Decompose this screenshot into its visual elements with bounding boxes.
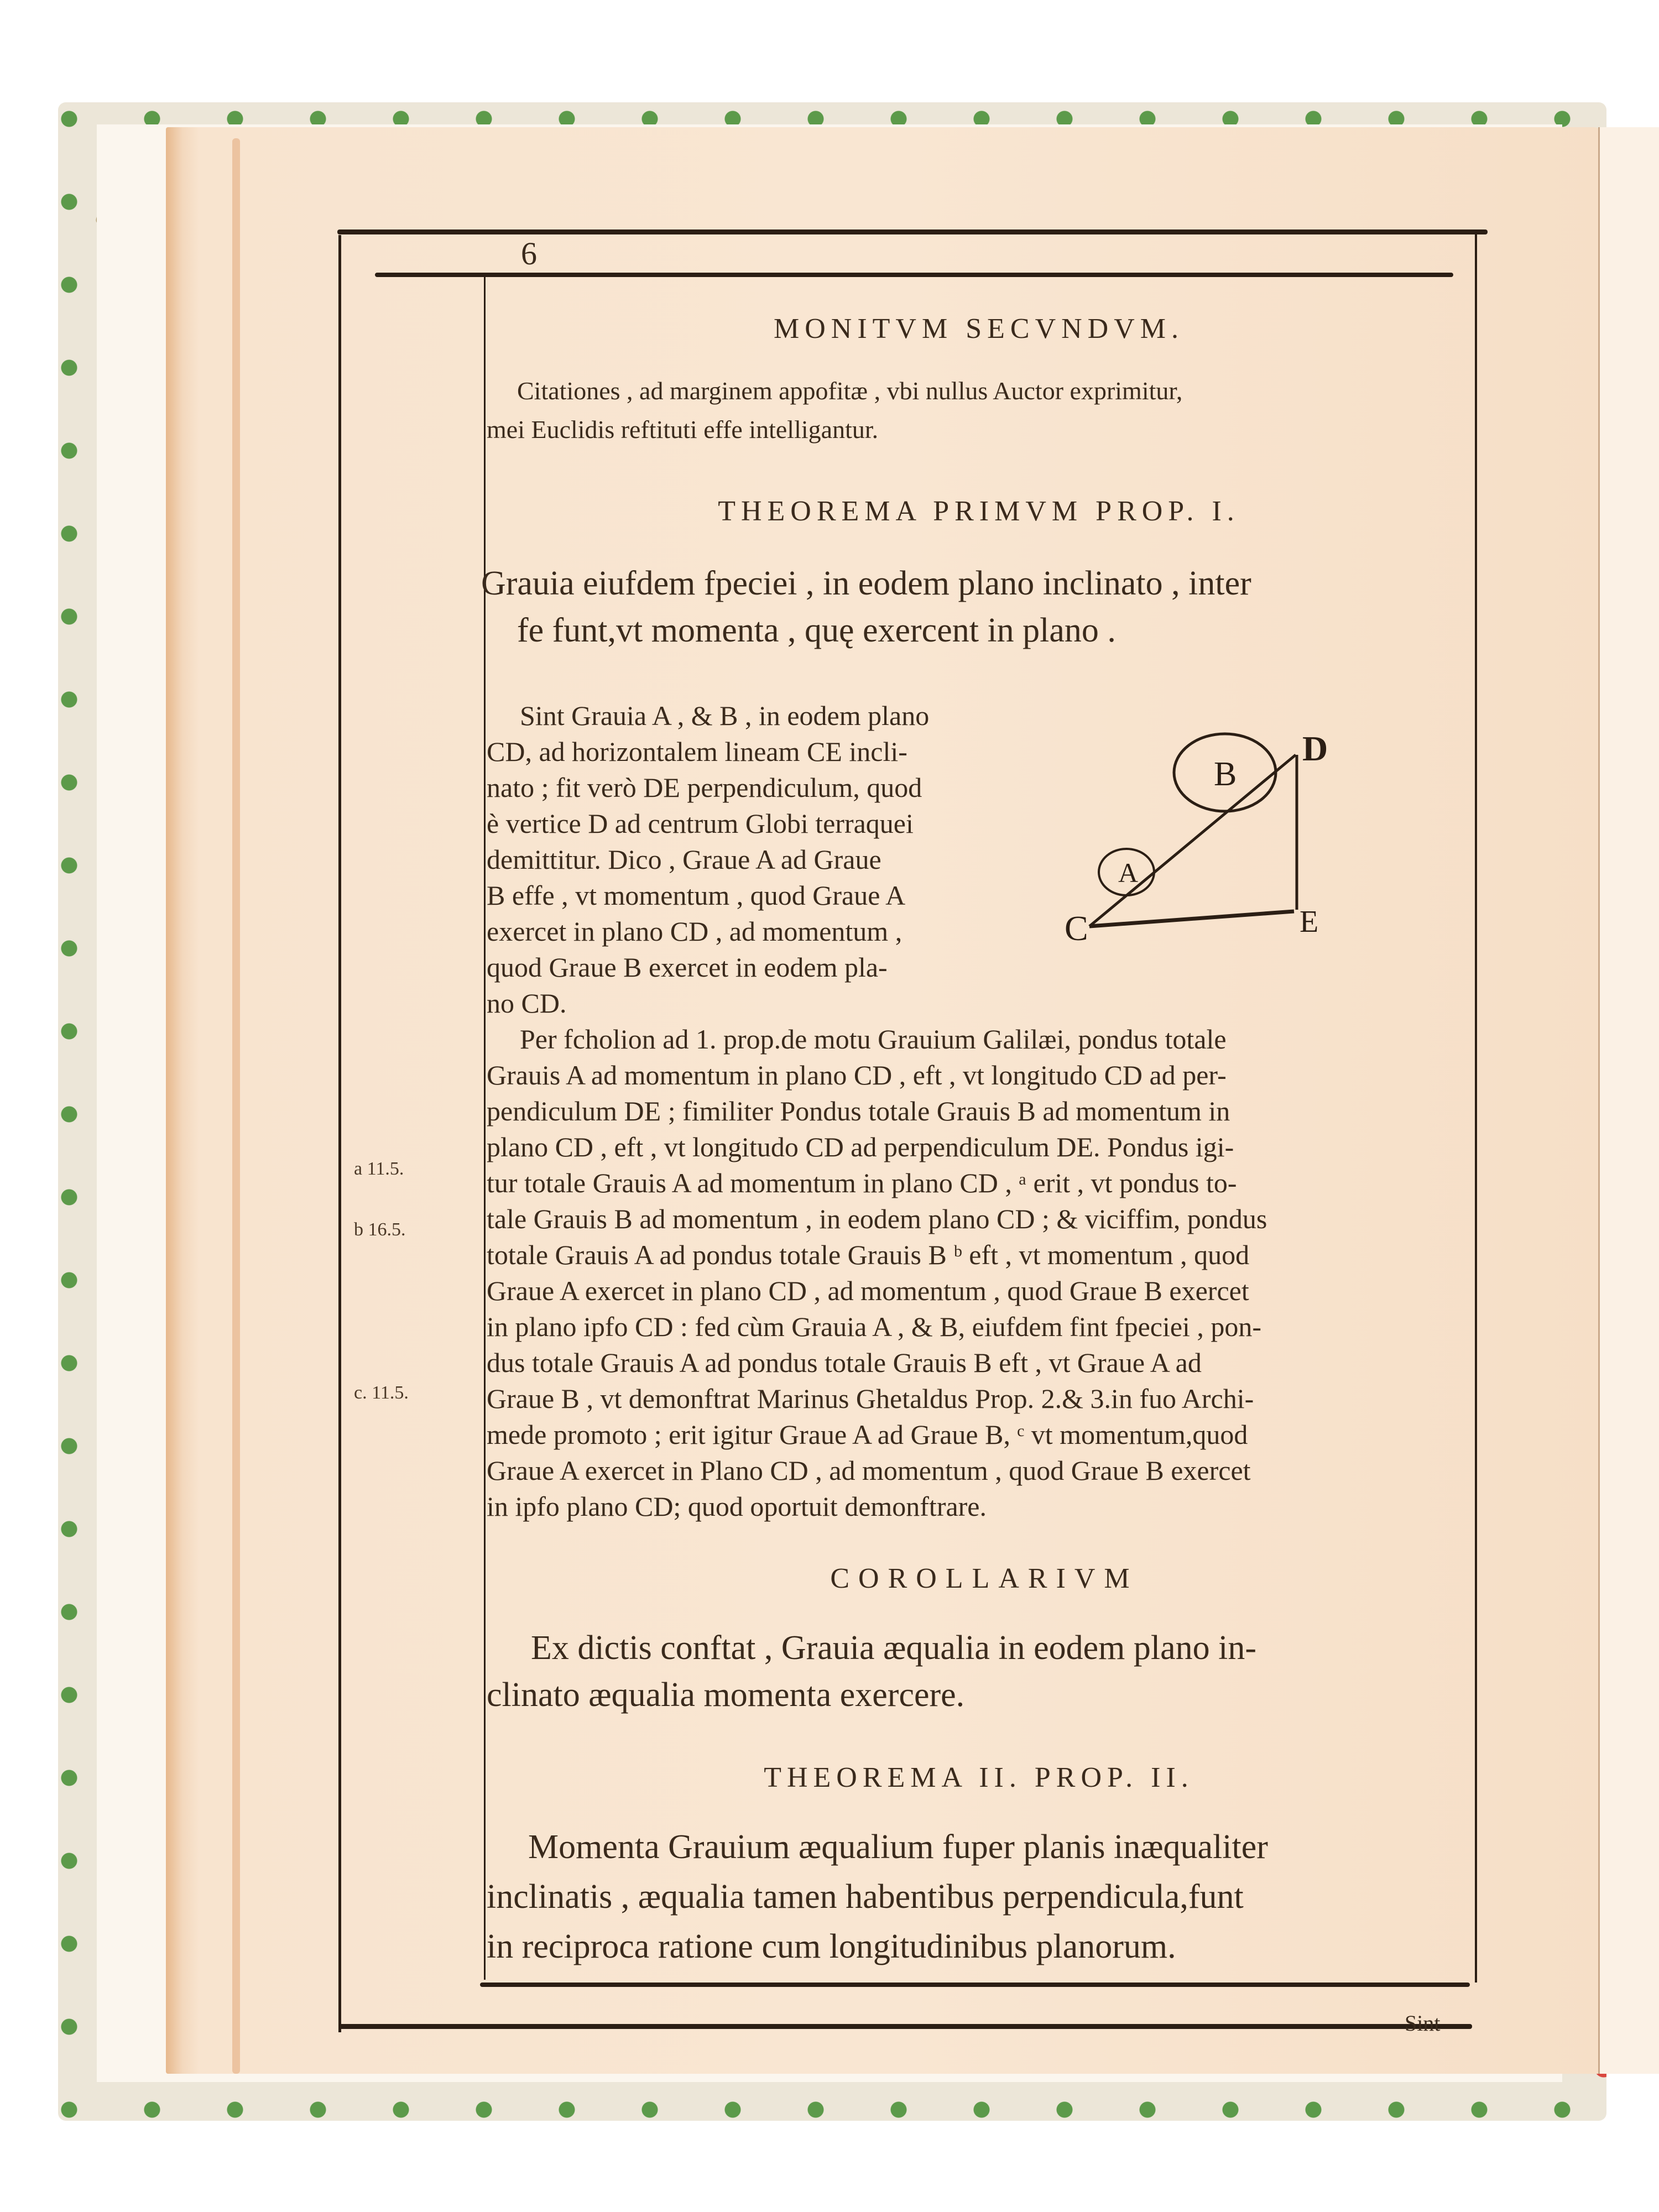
- proof-line: Per fcholion ad 1. prop.de motu Grauium Galilæi, pondus totale: [520, 1024, 1227, 1055]
- setup-line: nato ; fit verò DE perpendiculum, quod: [487, 772, 922, 803]
- monitum-line: mei Euclidis reftituti effe intelligantur.: [487, 415, 879, 444]
- margin-note-b: b 16.5.: [354, 1219, 406, 1240]
- margin-note-a: a 11.5.: [354, 1159, 404, 1179]
- page-number: 6: [521, 236, 537, 272]
- setup-line: no CD.: [487, 988, 567, 1019]
- setup-line: è vertice D ad centrum Globi terraquei: [487, 808, 914, 839]
- proof-line: Graue A exercet in plano CD , ad momentum , quod Graue B exercet: [487, 1275, 1249, 1306]
- label-d: D: [1302, 729, 1328, 768]
- proof-line: Graue B , vt demonftrat Marinus Ghetaldus Prop. 2.& 3.in fuo Archi-: [487, 1383, 1254, 1414]
- inner-left-rule: [484, 274, 486, 1980]
- setup-line: Sint Grauia A , & B , in eodem plano: [520, 700, 930, 731]
- outer-top-rule: [337, 229, 1488, 234]
- theorem2-statement-line: in reciproca ratione cum longitudinibus planorum.: [487, 1928, 1176, 1965]
- page-edge-stain: [232, 138, 240, 2074]
- label-a: A: [1118, 857, 1139, 888]
- right-page-edge: [1598, 127, 1659, 2074]
- proof-line: in plano ipfo CD : fed cùm Grauia A , & B, eiufdem fint fpeciei , pon-: [487, 1311, 1262, 1342]
- inner-right-rule: [1475, 229, 1477, 1983]
- setup-line: quod Graue B exercet in eodem pla-: [487, 952, 888, 983]
- setup-line: B effe , vt momentum , quod Graue A: [487, 880, 906, 911]
- proof-line: tale Grauis B ad momentum , in eodem plano CD ; & viciffim, pondus: [487, 1203, 1267, 1234]
- label-b: B: [1214, 755, 1237, 793]
- label-c: C: [1065, 909, 1088, 948]
- margin-note-c: c. 11.5.: [354, 1383, 409, 1403]
- theorem1-statement-line: Grauia eiufdem fpeciei , in eodem plano inclinato , inter: [481, 565, 1251, 602]
- proof-line: plano CD , eft , vt longitudo CD ad perpendiculum DE. Pondus igi-: [487, 1131, 1234, 1162]
- monitum-heading: MONITVM SECVNDVM.: [773, 313, 1185, 345]
- label-e: E: [1300, 905, 1319, 939]
- theorem2-statement-line: Momenta Grauium æqualium fuper planis inæqualiter: [528, 1828, 1268, 1866]
- theorem2-statement-line: inclinatis , æqualia tamen habentibus perpendicula,funt: [487, 1878, 1244, 1916]
- corollary-heading: COROLLARIVM: [830, 1563, 1139, 1594]
- setup-line: demittitur. Dico , Graue A ad Graue: [487, 844, 881, 875]
- outer-bottom-rule: [338, 2024, 1472, 2029]
- outer-left-rule: [338, 235, 341, 2032]
- setup-line: CD, ad horizontalem lineam CE incli-: [487, 736, 907, 767]
- setup-line: exercet in plano CD , ad momentum ,: [487, 916, 902, 947]
- proof-line: Grauis A ad momentum in plano CD , eft , vt longitudo CD ad per-: [487, 1060, 1227, 1091]
- proof-line: in ipfo plano CD; quod oportuit demonftrare.: [487, 1491, 987, 1522]
- theorem1-heading: THEOREMA PRIMVM PROP. I.: [718, 495, 1240, 527]
- corollary-line: clinato æqualia momenta exercere.: [487, 1676, 965, 1714]
- inclined-plane-figure: [1051, 708, 1493, 962]
- catchword: Sint: [1405, 2011, 1441, 2036]
- proof-line: mede promoto ; erit igitur Graue A ad Graue B, ᶜ vt momentum,quod: [487, 1419, 1248, 1450]
- inclined-plane-diagram: [1051, 708, 1493, 962]
- corollary-line: Ex dictis conftat , Grauia æqualia in eodem plano in-: [531, 1629, 1256, 1667]
- proof-line: totale Grauis A ad pondus totale Grauis B ᵇ eft , vt momentum , quod: [487, 1239, 1250, 1270]
- proof-line: dus totale Grauis A ad pondus totale Grauis B eft , vt Graue A ad: [487, 1347, 1202, 1378]
- header-rule: [375, 273, 1453, 277]
- bottom-inner-rule: [480, 1983, 1470, 1987]
- proof-line: Graue A exercet in Plano CD , ad momentum , quod Graue B exercet: [487, 1455, 1251, 1486]
- theorem1-statement-line: fe funt,vt momenta , quę exercent in plano .: [517, 612, 1116, 649]
- monitum-line: Citationes , ad marginem appofitæ , vbi nullus Auctor exprimitur,: [517, 377, 1183, 405]
- proof-line: tur totale Grauis A ad momentum in plano CD , ᵃ erit , vt pondus to-: [487, 1167, 1237, 1198]
- proof-line: pendiculum DE ; fimiliter Pondus totale Grauis B ad momentum in: [487, 1095, 1230, 1126]
- theorem2-heading: THEOREMA II. PROP. II.: [764, 1762, 1194, 1793]
